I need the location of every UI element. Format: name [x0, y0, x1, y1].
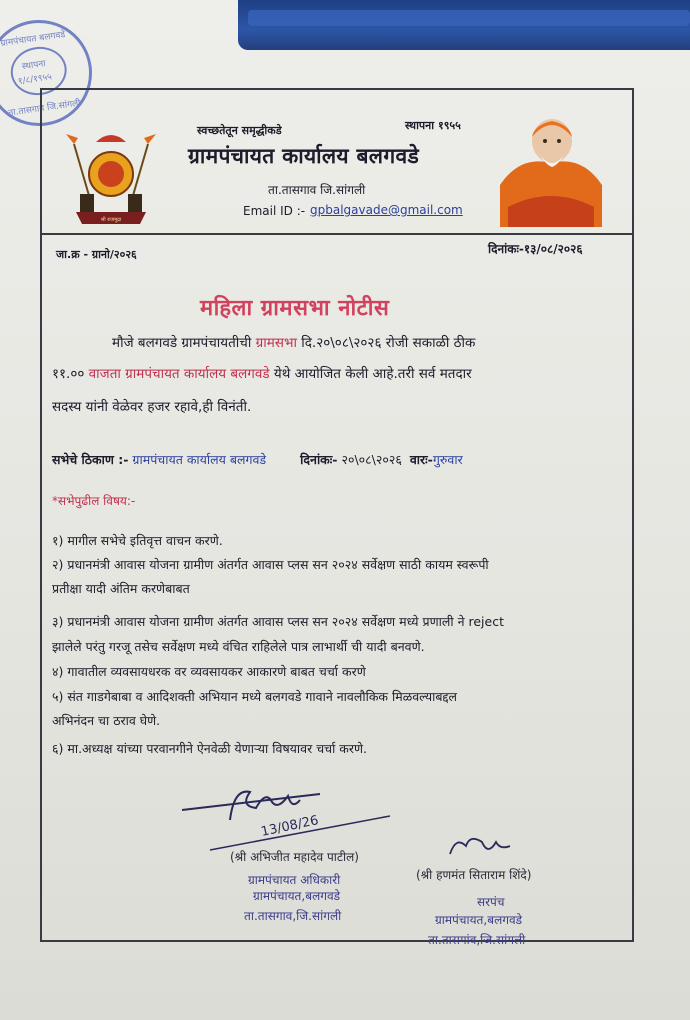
signatory-1-office: ग्रामपंचायत,बलगवडे	[253, 889, 341, 903]
blue-folder-edge	[238, 0, 690, 50]
signatory-1-title: ग्रामपंचायत अधिकारी	[248, 873, 341, 887]
agenda-item: २) प्रधानमंत्री आवास योजना ग्रामीण अंतर्गत आवास प्लस सन २०२४ सर्वेक्षण साठी कायम स्वरूपी	[52, 557, 489, 572]
issue-date: दिनांकः-१३/०८/२०२६	[488, 242, 583, 256]
body-line-2: ११.०० वाजता ग्रामपंचायत कार्यालय बलगवडे येथे आयोजित केली आहे.तरी सर्व मतदार	[52, 366, 472, 382]
agenda-item: १) मागील सभेचे इतिवृत्त वाचन करणे.	[52, 533, 223, 548]
signatory-2-place: ता.तासगांव,जि.सांगली	[428, 933, 526, 947]
agenda-item: ४) गावातील व्यवसायधरक वर व्यवसायकर आकारणे बाबत चर्चा करणे	[52, 664, 366, 679]
office-address: ता.तासगाव जि.सांगली	[268, 183, 366, 197]
agenda-item: ६) मा.अध्यक्ष यांच्या परवानगीने ऐनवेळी येणाऱ्या विषयावर चर्चा करणे.	[52, 741, 367, 756]
svg-text:श्री राजमुद्रा: श्री राजमुद्रा	[100, 217, 122, 223]
office-seal-stamp: ग्रामपंचायत बलगवडे स्थापना १/८/१९५५ ता.तासगाव जि.सांगली	[0, 13, 99, 133]
meeting-venue-line: सभेचे ठिकाण :- ग्रामपंचायत कार्यालय बलगवडे दिनांकः- २०\०८\२०२६ वारः-गुरुवार	[52, 452, 463, 467]
body-line-1: मौजे बलगवडे ग्रामपंचायतीची ग्रामसभा दि.२०\०८\२०२६ रोजी सकाळी ठीक	[112, 335, 476, 351]
signatory-2-office: ग्रामपंचायत,बलगवडे	[435, 913, 523, 927]
body-line-3: सदस्य यांनी वेळेवर हजर रहावे,ही विनंती.	[52, 399, 252, 415]
header-tagline: स्वच्छतेतून समृद्धीकडे	[197, 124, 282, 137]
signatory-2-title: सरपंच	[477, 895, 505, 909]
agenda-item: ३) प्रधानमंत्री आवास योजना ग्रामीण अंतर्गत आवास प्लस सन २०२४ सर्वेक्षण मध्ये प्रणाली ने reject	[52, 614, 504, 629]
signatory-2-name: (श्री हणमंत सिताराम शिंदे)	[416, 868, 532, 882]
shivaji-emblem-icon	[62, 124, 160, 234]
signatory-1-name: (श्री अभिजीत महादेव पाटील)	[230, 850, 359, 864]
agenda-item-cont: अभिनंदन चा ठराव घेणे.	[52, 713, 161, 728]
reference-number: जा.क्र - ग्रानो/२०२६	[56, 248, 137, 261]
agenda-item: ५) संत गाडगेबाबा व आदिशक्ती अभियान मध्ये बलगवडे गावाने नावलौकिक मिळवल्याबद्दल	[52, 689, 458, 704]
established-year: स्थापना १९५५	[405, 119, 461, 132]
notice-title: महिला ग्रामसभा नोटीस	[200, 296, 390, 321]
email-label: Email ID :-	[243, 204, 306, 218]
office-name: ग्रामपंचायत कार्यालय बलगवडे	[188, 144, 419, 168]
agenda-item-cont: झालेले परंतु गरजू तसेच सर्वेक्षण मध्ये वंचित राहिलेले पात्र लाभार्थी ची यादी बनवणे.	[52, 639, 425, 654]
email-address: gpbalgavade@gmail.com	[310, 203, 463, 217]
svg-text:13/08/26: 13/08/26	[259, 813, 320, 840]
agenda-item-cont: प्रतीक्षा यादी अंतिम करणेबाबत	[52, 581, 190, 596]
agenda-heading: *सभेपुढील विषय:-	[52, 494, 136, 508]
signatory-1-place: ता.तासगाव,जि.सांगली	[244, 909, 342, 923]
saint-portrait-icon	[490, 115, 612, 227]
